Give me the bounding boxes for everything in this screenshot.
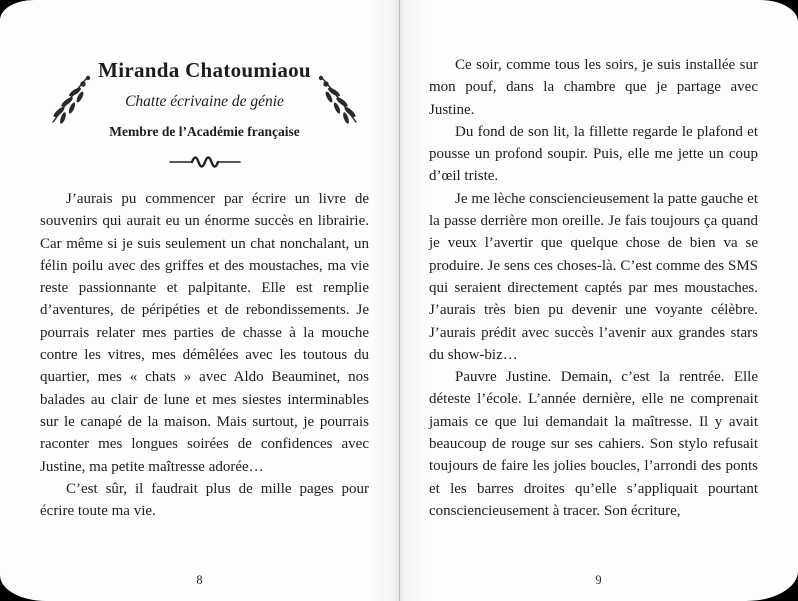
paragraph: Je me lèche consciencieusement la patte gauche et la passe derrière mon oreille. Je fais toujours ça quand je veux l’avertir que quelque chose de bien va se produire. Je sens ces choses-là. C’est comme des SMS qui seraient directement captés par mes moustaches. J’aurais très bien pu devenir une voyante célèbre. J’aurais prédit avec succès l’avenir aux grandes stars du show-biz… [429, 190, 758, 363]
squiggle-divider-icon [40, 155, 369, 169]
paragraph: Pauvre Justine. Demain, c’est la rentrée. Elle déteste l’école. L’année dernière, elle ne comprenait jamais ce que lui demandait la maîtresse. Il y avait beaucoup de rouge sur ses cahiers. Son stylo refusait toujours de faire les jolies boucles, l’arrondi des ponts et les barres droites qu’elle s’appliquait pourtant consciencieusement à tracer. Son écriture, [429, 369, 758, 519]
chapter-titles-block [96, 58, 313, 140]
page-right [399, 0, 798, 601]
page-number-right: 9 [595, 573, 602, 587]
chapter-affiliation: Membre de l’Académie française [109, 124, 300, 139]
chapter-subtitle: Chatte écrivaine de génie [125, 93, 284, 110]
left-page-text [40, 188, 369, 522]
olive-branch-right-icon [317, 71, 361, 127]
paragraph: Du fond de son lit, la fillette regarde le plafond et pousse un profond soupir. Puis, elle me jette un coup d’œil triste. [429, 123, 758, 185]
right-page-text [429, 54, 758, 522]
paragraph: C’est sûr, il faudrait plus de mille pages pour écrire toute ma vie. [40, 480, 369, 520]
olive-branch-left-icon [48, 71, 92, 127]
paragraph: Ce soir, comme tous les soirs, je suis installée sur mon pouf, dans la chambre que je partage avec Justine. [429, 57, 758, 118]
chapter-title: Miranda Chatoumiaou [98, 58, 311, 82]
chapter-header [40, 0, 369, 169]
page-gutter [399, 0, 400, 601]
page-number-left: 8 [196, 573, 203, 587]
paragraph: J’aurais pu commencer par écrire un livre de souvenirs qui aurait eu un énorme succès en librairie. Car même si je suis seulement un chat nonchalant, un félin poilu avec des griffes et des moustaches, ma vie reste passionnante et palpitante. Elle est remplie d’aventures, de péripéties et de rebondissements. Je pourrais relater mes parties de chasse à la mouche contre les vitres, mes démêlées avec les toutous du quartier, mes « chats » avec Aldo Beauminet, nos balades au clair de lune et mes siestes interminables sur le canapé de la maison. Mais surtout, je pourrais raconter mes longues soirées de confidences avec Justine, ma petite maîtresse adorée… [40, 191, 369, 475]
